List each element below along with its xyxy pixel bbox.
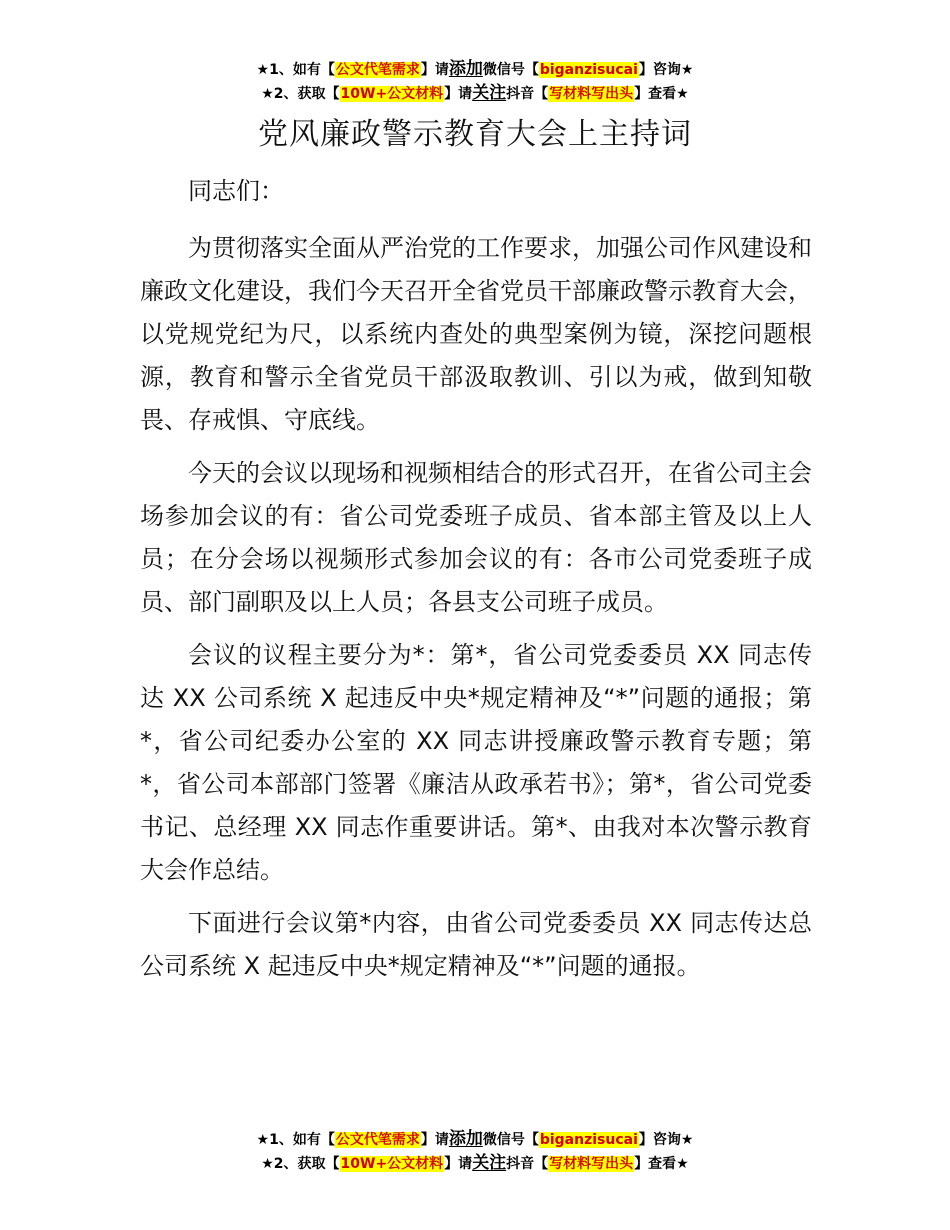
banner-emphasis: 添加 [448, 59, 483, 79]
banner-line-2 [0, 1152, 950, 1176]
banner-highlight: biganzisucai [539, 62, 638, 78]
banner-text: ★1、如有【 [256, 62, 335, 78]
paragraph-next-item: 下面进行会议第*内容，由省公司党委委员 XX 同志传达总公司系统 X 起违反中央*规定精神及“*”问题的通报。 [140, 909, 812, 980]
banner-text: 】咨询★ [638, 62, 694, 78]
document-title: 党风廉政警示教育大会上主持词 [258, 117, 692, 152]
banner-text: 抖音【 [506, 1156, 549, 1172]
banner-highlight: biganzisucai [539, 1132, 638, 1148]
banner-highlight: 10W+公文材料 [340, 86, 444, 102]
banner-highlight: 公文代笔需求 [335, 1132, 420, 1148]
banner-emphasis: 添加 [448, 1129, 483, 1149]
banner-text: 】请 [444, 1156, 473, 1172]
banner-text: ★1、如有【 [256, 1132, 335, 1148]
banner-text: 】查看★ [634, 86, 689, 102]
banner-text: 】请 [444, 86, 473, 102]
banner-text: 】咨询★ [638, 1132, 694, 1148]
banner-highlight: 写材料写出头 [549, 86, 634, 102]
banner-emphasis: 关注 [472, 83, 507, 103]
banner-text: 】请 [420, 1132, 449, 1148]
banner-emphasis: 关注 [472, 1153, 507, 1173]
paragraph-agenda: 会议的议程主要分为*：第*，省公司党委委员 XX 同志传达 XX 公司系统 X 起违反中央*规定精神及“*”问题的通报；第*，省公司纪委办公室的 XX 同志讲授廉政警示教育专题；第*，省公司本部部门签署《廉洁从政承若书》；第*，省公司党委书记、总经理 XX 同志作重要讲话。第*、由我对本次警示教育大会作总结。 [140, 641, 812, 884]
banner-line-1 [0, 1128, 950, 1152]
banner-text: ★2、获取【 [261, 86, 340, 102]
banner-text: ★2、获取【 [261, 1156, 340, 1172]
banner-highlight: 10W+公文材料 [340, 1156, 444, 1172]
banner-text: 】查看★ [634, 1156, 689, 1172]
banner-text: 微信号【 [482, 62, 539, 78]
banner-text: 抖音【 [506, 86, 549, 102]
document-body [140, 170, 812, 998]
greeting: 同志们： [188, 177, 284, 205]
banner-text: 】请 [420, 62, 449, 78]
header-banner [0, 58, 950, 106]
paragraph-purpose: 为贯彻落实全面从严治党的工作要求，加强公司作风建设和廉政文化建设，我们今天召开全省党员干部廉政警示教育大会，以党规党纪为尺，以系统内查处的典型案例为镜，深挖问题根源，教育和警示全省党员干部汲取教训、引以为戒，做到知敬畏、存戒惧、守底线。 [140, 234, 812, 434]
footer-banner [0, 1128, 950, 1176]
banner-highlight: 写材料写出头 [549, 1156, 634, 1172]
banner-line-2 [0, 82, 950, 106]
banner-text: 微信号【 [482, 1132, 539, 1148]
paragraph-attendees: 今天的会议以现场和视频相结合的形式召开，在省公司主会场参加会议的有：省公司党委班子成员、省本部主管及以上人员；在分会场以视频形式参加会议的有：各市公司党委班子成员、部门副职及以上人员；各县支公司班子成员。 [140, 459, 812, 616]
banner-line-1 [0, 58, 950, 82]
banner-highlight: 公文代笔需求 [335, 62, 420, 78]
